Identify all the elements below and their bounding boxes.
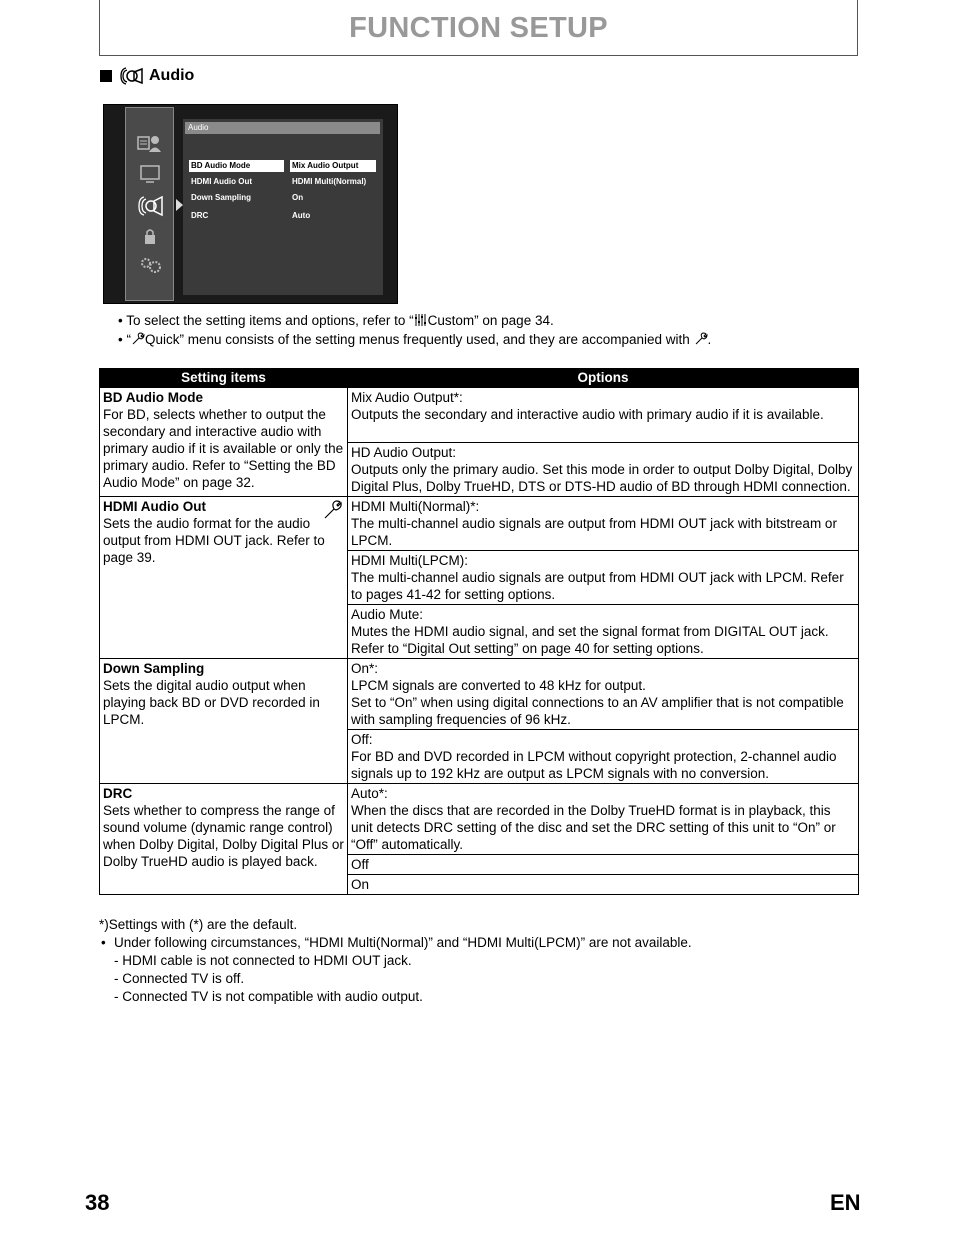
item-drc [100,784,348,895]
footnote-sub: - Connected TV is off. [114,971,245,986]
item-name: HDMI Audio Out [103,499,206,514]
note-custom: • To select the setting items and options, refer to “ Custom” on page 34. [118,313,554,328]
custom-icon [414,313,428,327]
option-cell [348,497,859,551]
option-cell [348,659,859,730]
osd-row-value: Auto [292,211,311,220]
item-name: DRC [103,786,133,801]
option-cell [348,784,859,855]
osd-row-key: BD Audio Mode [189,160,284,172]
item-name: BD Audio Mode [103,390,203,405]
header-options: Options [348,369,859,388]
tv-icon [136,163,164,185]
option-title: HD Audio Output: [351,445,457,460]
lock-icon [136,226,164,248]
option-title: HDMI Multi(LPCM): [351,553,468,568]
osd-selection-arrow-icon [176,199,183,211]
footnotes [99,916,692,1006]
option-title: Off: [351,732,373,747]
footnote-sub: - Connected TV is not compatible with audio output. [114,989,423,1004]
option-desc: The multi-channel audio signals are output from HDMI OUT jack with LPCM. Refer to pages 41-42 for setting options. [351,570,844,602]
audio-speaker-icon [118,67,144,85]
osd-sidebar [125,107,174,301]
osd-row-down-sampling [189,192,379,204]
header-box [99,0,858,56]
table-row [100,497,859,551]
footnote-default: *)Settings with (*) are the default. [99,917,298,932]
osd-row-hdmi-audio-out [189,176,379,188]
table-row [100,388,859,443]
item-hdmi-audio-out [100,497,348,659]
osd-row-bd-audio-mode [189,160,379,172]
option-title: On*: [351,661,379,676]
osd-row-drc [189,210,379,222]
square-bullet-icon [100,70,112,82]
gear-icon [136,254,164,276]
section-title: Audio [149,67,195,84]
option-cell [348,443,859,497]
table-row [100,659,859,730]
item-down-sampling [100,659,348,784]
osd-screenshot [103,104,398,304]
option-cell [348,388,859,443]
table-header-row [100,369,859,388]
option-cell [348,605,859,659]
option-title: Auto*: [351,786,388,801]
option-desc: Set to “On” when using digital connections to an AV amplifier that is not compatible with sampling frequencies of 96 kHz. [351,695,844,727]
osd-row-value: On [292,193,304,202]
note-text: To select the setting items and options, refer to “ [126,313,414,328]
option-cell [348,730,859,784]
section-heading [100,67,194,85]
note-text: Custom” on page 34. [427,313,554,328]
option-desc: Outputs the secondary and interactive audio with primary audio if it is available. [351,407,824,422]
item-desc: Sets the digital audio output when playing back BD or DVD recorded in LPCM. [103,678,320,727]
item-desc: For BD, selects whether to output the secondary and interactive audio with primary audio if it is available or only the primary audio. Refer to “Setting the BD Audio Mode” on page 32. [103,407,344,490]
page-number: 38 [85,1190,110,1215]
page-title: FUNCTION SETUP [349,12,608,44]
option-cell [348,875,859,895]
settings-table [99,368,859,895]
option-title: Mix Audio Output*: [351,390,463,405]
option-desc: When the discs that are recorded in the Dolby TrueHD format is in playback, this unit detects DRC setting of the disc and set the DRC setting of this unit to “On” or “Off” automatically. [351,803,836,852]
person-settings-icon [136,132,164,154]
option-title: HDMI Multi(Normal)*: [351,499,480,514]
wrench-icon [694,332,708,346]
option-desc: LPCM signals are converted to 48 kHz for output. [351,678,646,693]
wrench-icon [131,332,145,346]
osd-row-key: HDMI Audio Out [191,177,253,186]
note-text: Quick” menu consists of the setting menus frequently used, and they are accompanied with [144,332,694,347]
osd-row-value: Mix Audio Output [290,160,376,172]
option-desc: For BD and DVD recorded in LPCM without copyright protection, 2-channel audio signals up to 192 kHz are output as LPCM signals with no conversion. [351,749,837,781]
osd-row-key: DRC [191,211,209,220]
footnote-sub: - HDMI cable is not connected to HDMI OUT jack. [114,953,412,968]
option-cell [348,855,859,875]
osd-panel [183,119,383,295]
item-desc: Sets whether to compress the range of sound volume (dynamic range control) when Dolby Digital, Dolby Digital Plus or Dolby TrueHD audio is played back. [103,803,344,869]
option-desc: The multi-channel audio signals are output from HDMI OUT jack with bitstream or LPCM. [351,516,837,548]
footnote-text: Under following circumstances, “HDMI Multi(Normal)” and “HDMI Multi(LPCM)” are not available. [114,935,692,950]
osd-row-value: HDMI Multi(Normal) [292,177,367,186]
audio-icon [136,195,164,217]
footnote-bullet: • Under following circumstances, “HDMI Multi(Normal)” and “HDMI Multi(LPCM)” are not available. [101,935,692,950]
option-title: On [351,877,370,892]
osd-row-key: Down Sampling [191,193,251,202]
page-language: EN [830,1190,861,1215]
header-setting-items: Setting items [100,369,348,388]
note-text: “ [126,332,131,347]
option-title: Off [351,857,369,872]
note-quick: • “ Quick” menu consists of the setting menus frequently used, and they are accompanied with . [118,332,712,347]
item-bd-audio-mode [100,388,348,497]
item-desc: Sets the audio format for the audio output from HDMI OUT jack. Refer to page 39. [103,516,325,565]
osd-title: Audio [185,122,380,134]
item-name: Down Sampling [103,661,205,676]
option-cell [348,551,859,605]
table-row [100,784,859,855]
note-text: . [707,332,712,347]
option-desc: Outputs only the primary audio. Set this mode in order to output Dolby Digital, Dolby Digital Plus, Dolby TrueHD, DTS or DTS-HD audio of BD through HDMI connection. [351,462,853,494]
option-title: Audio Mute: [351,607,424,622]
wrench-icon [323,500,343,520]
notes [118,313,711,351]
option-desc: Mutes the HDMI audio signal, and set the signal format from DIGITAL OUT jack. Refer to “Digital Out setting” on page 40 for setting options. [351,624,829,656]
